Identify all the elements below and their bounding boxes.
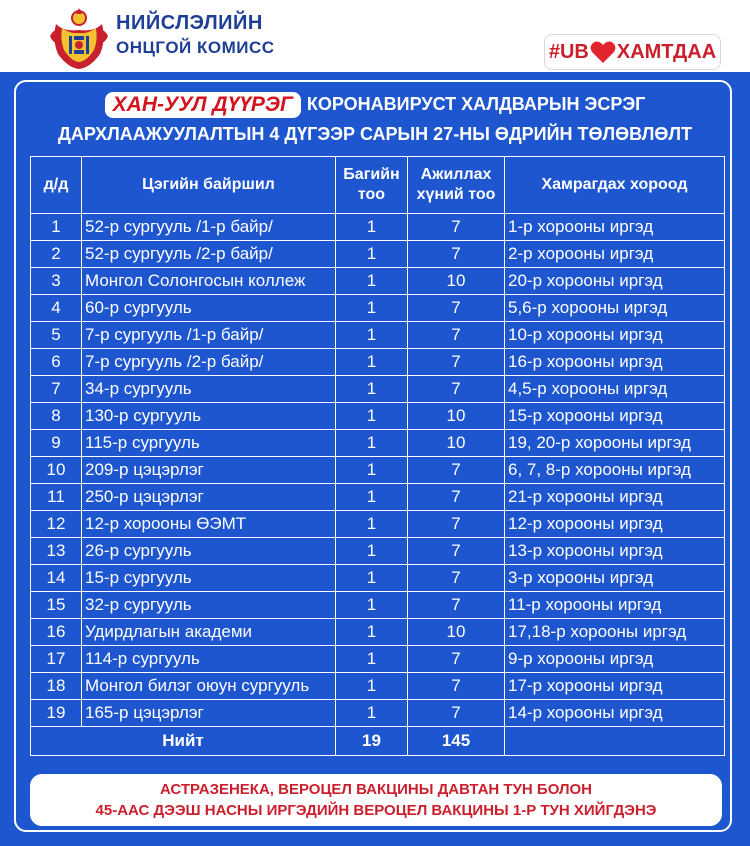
cell-coverage: 6, 7, 8-р хорооны иргэд — [505, 457, 725, 484]
vaccination-schedule-table — [30, 156, 725, 756]
cell-coverage: 20-р хорооны иргэд — [505, 268, 725, 295]
header-teams — [336, 157, 408, 214]
table-row — [31, 565, 725, 592]
cell-coverage: 2-р хорооны иргэд — [505, 241, 725, 268]
cell-location: Монгол билэг оюун сургууль — [82, 673, 336, 700]
cell-coverage: 10-р хорооны иргэд — [505, 322, 725, 349]
cell-teams: 1 — [336, 538, 408, 565]
table-row — [31, 646, 725, 673]
district-name: ХАН-УУЛ ДҮҮРЭГ — [105, 92, 301, 118]
table-row — [31, 673, 725, 700]
cell-coverage: 13-р хорооны иргэд — [505, 538, 725, 565]
cell-staff: 10 — [408, 619, 505, 646]
cell-teams: 1 — [336, 673, 408, 700]
cell-staff: 10 — [408, 430, 505, 457]
header — [0, 0, 750, 72]
cell-coverage: 14-р хорооны иргэд — [505, 700, 725, 727]
cell-location: 52-р сургууль /1-р байр/ — [82, 214, 336, 241]
table-row — [31, 403, 725, 430]
cell-no: 6 — [31, 349, 82, 376]
table-row — [31, 241, 725, 268]
cell-teams: 1 — [336, 592, 408, 619]
cell-coverage: 15-р хорооны иргэд — [505, 403, 725, 430]
cell-coverage: 12-р хорооны иргэд — [505, 511, 725, 538]
org-name-line2: ОНЦГОЙ КОМИСС — [116, 38, 275, 57]
cell-location: 7-р сургууль /1-р байр/ — [82, 322, 336, 349]
table-row — [31, 376, 725, 403]
table-row — [31, 214, 725, 241]
header-teams-line2: тоо — [357, 186, 386, 203]
cell-staff: 7 — [408, 349, 505, 376]
cell-staff: 7 — [408, 295, 505, 322]
cell-coverage: 9-р хорооны иргэд — [505, 646, 725, 673]
cell-teams: 1 — [336, 646, 408, 673]
total-teams: 19 — [336, 727, 408, 756]
cell-staff: 7 — [408, 538, 505, 565]
cell-no: 4 — [31, 295, 82, 322]
cell-staff: 7 — [408, 376, 505, 403]
table-total-row — [31, 727, 725, 756]
table-row — [31, 538, 725, 565]
cell-staff: 7 — [408, 322, 505, 349]
cell-coverage: 17-р хорооны иргэд — [505, 673, 725, 700]
cell-no: 1 — [31, 214, 82, 241]
cell-coverage: 16-р хорооны иргэд — [505, 349, 725, 376]
table-row — [31, 430, 725, 457]
cell-coverage: 21-р хорооны иргэд — [505, 484, 725, 511]
cell-staff: 7 — [408, 511, 505, 538]
header-staff — [408, 157, 505, 214]
cell-location: Монгол Солонгосын коллеж — [82, 268, 336, 295]
table-row — [31, 511, 725, 538]
cell-staff: 7 — [408, 700, 505, 727]
title-line1 — [0, 92, 750, 118]
cell-teams: 1 — [336, 619, 408, 646]
cell-teams: 1 — [336, 430, 408, 457]
cell-no: 8 — [31, 403, 82, 430]
cell-coverage: 4,5-р хорооны иргэд — [505, 376, 725, 403]
table-row — [31, 700, 725, 727]
cell-coverage: 3-р хорооны иргэд — [505, 565, 725, 592]
cell-location: 130-р сургууль — [82, 403, 336, 430]
cell-teams: 1 — [336, 511, 408, 538]
footer-notice — [30, 774, 722, 826]
heart-icon — [590, 40, 616, 64]
cell-location: 32-р сургууль — [82, 592, 336, 619]
cell-staff: 7 — [408, 565, 505, 592]
cell-no: 2 — [31, 241, 82, 268]
cell-coverage: 11-р хорооны иргэд — [505, 592, 725, 619]
cell-staff: 10 — [408, 403, 505, 430]
cell-location: 209-р цэцэрлэг — [82, 457, 336, 484]
cell-teams: 1 — [336, 295, 408, 322]
table-row — [31, 322, 725, 349]
header-staff-line1: Ажиллах — [420, 166, 492, 183]
cell-no: 13 — [31, 538, 82, 565]
cell-teams: 1 — [336, 700, 408, 727]
cell-location: 7-р сургууль /2-р байр/ — [82, 349, 336, 376]
cell-staff: 10 — [408, 268, 505, 295]
total-staff: 145 — [408, 727, 505, 756]
cell-no: 5 — [31, 322, 82, 349]
hashtag-suffix: ХАМТДАА — [616, 40, 717, 63]
cell-no: 18 — [31, 673, 82, 700]
cell-location: 15-р сургууль — [82, 565, 336, 592]
cell-teams: 1 — [336, 322, 408, 349]
cell-location: Удирдлагын академи — [82, 619, 336, 646]
footer-line1: АСТРАЗЕНЕКА, ВЕРОЦЕЛ ВАКЦИНЫ ДАВТАН ТУН БОЛОН — [159, 781, 593, 798]
title-line1-text: КОРОНАВИРУСТ ХАЛДВАРЫН ЭСРЭГ — [306, 93, 646, 114]
cell-coverage: 5,6-р хорооны иргэд — [505, 295, 725, 322]
header-location: Цэгийн байршил — [82, 157, 336, 214]
cell-no: 14 — [31, 565, 82, 592]
cell-staff: 7 — [408, 457, 505, 484]
cell-teams: 1 — [336, 403, 408, 430]
schedule-panel — [0, 72, 750, 846]
title-line2: ДАРХЛААЖУУЛАЛТЫН 4 ДҮГЭЭР САРЫН 27-НЫ ӨДРИЙН ТӨЛӨВЛӨЛТ — [58, 124, 692, 144]
cell-teams: 1 — [336, 565, 408, 592]
total-label: Нийт — [31, 727, 336, 756]
cell-location: 12-р хорооны ӨЭМТ — [82, 511, 336, 538]
cell-staff: 7 — [408, 484, 505, 511]
total-coverage-empty — [505, 727, 725, 756]
header-coverage: Хамрагдах хороод — [505, 157, 725, 214]
table-row — [31, 349, 725, 376]
cell-location: 165-р цэцэрлэг — [82, 700, 336, 727]
cell-coverage: 17,18-р хорооны иргэд — [505, 619, 725, 646]
cell-location: 114-р сургууль — [82, 646, 336, 673]
cell-location: 26-р сургууль — [82, 538, 336, 565]
footer-line2: 45-ААС ДЭЭШ НАСНЫ ИРГЭДИЙН ВЕРОЦЕЛ ВАКЦИНЫ 1-Р ТУН ХИЙГДЭНЭ — [95, 802, 657, 819]
cell-teams: 1 — [336, 214, 408, 241]
cell-location: 250-р цэцэрлэг — [82, 484, 336, 511]
cell-no: 9 — [31, 430, 82, 457]
cell-no: 11 — [31, 484, 82, 511]
cell-no: 16 — [31, 619, 82, 646]
cell-teams: 1 — [336, 457, 408, 484]
cell-coverage: 19, 20-р хорооны иргэд — [505, 430, 725, 457]
cell-staff: 7 — [408, 646, 505, 673]
cell-no: 15 — [31, 592, 82, 619]
table-row — [31, 619, 725, 646]
cell-no: 3 — [31, 268, 82, 295]
table-row — [31, 268, 725, 295]
cell-staff: 7 — [408, 673, 505, 700]
table-row — [31, 484, 725, 511]
cell-no: 7 — [31, 376, 82, 403]
soyombo-emblem-icon — [48, 6, 110, 70]
cell-staff: 7 — [408, 241, 505, 268]
hashtag-prefix: #UB — [548, 40, 589, 63]
cell-teams: 1 — [336, 268, 408, 295]
cell-no: 19 — [31, 700, 82, 727]
table-row — [31, 592, 725, 619]
cell-coverage: 1-р хорооны иргэд — [505, 214, 725, 241]
header-teams-line1: Багийн — [343, 166, 400, 183]
header-no: д/д — [31, 157, 82, 214]
cell-teams: 1 — [336, 349, 408, 376]
cell-location: 60-р сургууль — [82, 295, 336, 322]
cell-staff: 7 — [408, 214, 505, 241]
cell-teams: 1 — [336, 376, 408, 403]
cell-location: 34-р сургууль — [82, 376, 336, 403]
table-row — [31, 295, 725, 322]
cell-location: 52-р сургууль /2-р байр/ — [82, 241, 336, 268]
cell-teams: 1 — [336, 484, 408, 511]
cell-teams: 1 — [336, 241, 408, 268]
table-header-row — [31, 157, 725, 214]
table-row — [31, 457, 725, 484]
cell-location: 115-р сургууль — [82, 430, 336, 457]
hashtag-badge — [544, 34, 721, 70]
header-staff-line2: хүний тоо — [416, 186, 496, 203]
cell-staff: 7 — [408, 592, 505, 619]
cell-no: 10 — [31, 457, 82, 484]
org-name-line1: НИЙСЛЭЛИЙН — [116, 12, 263, 34]
cell-no: 17 — [31, 646, 82, 673]
cell-no: 12 — [31, 511, 82, 538]
